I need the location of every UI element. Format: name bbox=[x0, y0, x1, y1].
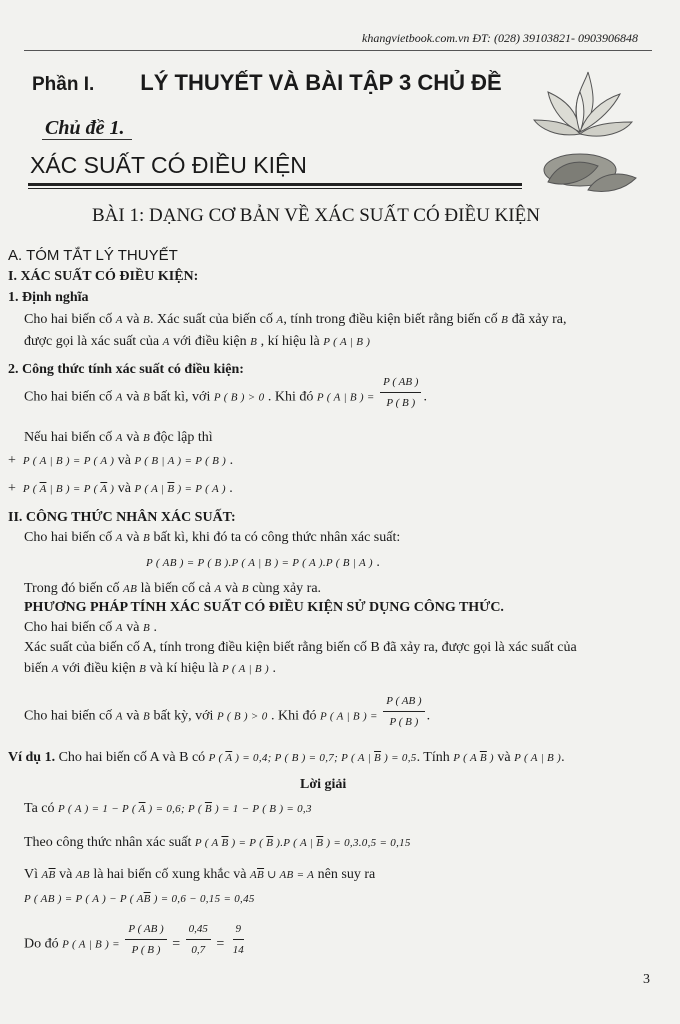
definition-heading: 1. Định nghĩa bbox=[8, 290, 89, 305]
lesson-title: BÀI 1: DẠNG CƠ BẢN VỀ XÁC SUẤT CÓ ĐIỀU KIỆN bbox=[92, 205, 540, 226]
topic-label: Chủ đề 1. bbox=[45, 117, 125, 139]
formula-heading: 2. Công thức tính xác suất có điều kiện: bbox=[8, 362, 244, 377]
independence-formula-1: + P ( A | B ) = P ( A ) và P ( B | A ) = P ( B ) . bbox=[8, 453, 234, 468]
part-title bbox=[32, 70, 502, 96]
topic-title-rule-thin bbox=[28, 188, 522, 189]
method-formula-line: Cho hai biến cố A và B bất kỳ, với P ( B ) > 0 . Khi đó P ( A | B ) = $\frac{P ( AB )}{P ( B )}$ . bbox=[24, 702, 430, 731]
header-rule bbox=[24, 50, 652, 51]
solution-step-2: Theo công thức nhân xác suất P ( A $\overline{B}$ ) = P ( $\overline{B}$ ).P ( A | $\overline{B}$ ) = 0,3.0,5 = 0,15 bbox=[24, 835, 411, 850]
part-label: Phần I. bbox=[32, 74, 95, 95]
lotus-flower-image bbox=[528, 62, 640, 194]
section-2-heading: II. CÔNG THỨC NHÂN XÁC SUẤT: bbox=[8, 510, 236, 525]
solution-step-3: Vì $A\overline{B}$ và AB là hai biến cố xung khắc và $A\overline{B}$ ∪ AB = A nên suy ra bbox=[24, 867, 376, 882]
solution-heading: Lời giải bbox=[300, 777, 347, 792]
solution-step-5: Do đó P ( A | B ) = $\frac{P ( AB )}{P ( B )}$ = $\frac{0,45}{0,7}$ = $\frac{9}{14}$ bbox=[24, 930, 249, 959]
part-heading: LÝ THUYẾT VÀ BÀI TẬP 3 CHỦ ĐỀ bbox=[140, 70, 502, 95]
page-number: 3 bbox=[643, 972, 650, 987]
section-1-heading: I. XÁC SUẤT CÓ ĐIỀU KIỆN: bbox=[8, 269, 199, 284]
definition-line-2: được gọi là xác suất của A với điều kiện B , kí hiệu là P ( A | B ) bbox=[24, 334, 371, 349]
solution-step-1: Ta có P ( A ) = 1 − P ( $\overline{A}$ ) = 0,6; P ( $\overline{B}$ ) = 1 − P ( B ) = 0,3 bbox=[24, 801, 312, 816]
multiplication-formula: P ( AB ) = P ( B ).P ( A | B ) = P ( A ).P ( B | A ) . bbox=[146, 555, 380, 570]
method-heading: PHƯƠNG PHÁP TÍNH XÁC SUẤT CÓ ĐIỀU KIỆN SỬ DỤNG CÔNG THỨC. bbox=[24, 600, 504, 615]
example-1: Ví dụ 1. Cho hai biến cố A và B có P ( $\overline{A}$ ) = 0,4; P ( B ) = 0,7; P ( A | $\overline{B}$ ) = 0,5. Tính P ( A $\overline{B}$ ) và P ( A | B ). bbox=[8, 750, 565, 765]
independence-line: Nếu hai biến cố A và B độc lập thì bbox=[24, 430, 213, 445]
definition-line-1: Cho hai biến cố A và B. Xác suất của biến cố A, tính trong điều kiện biết rằng biến cố B đã xảy ra, bbox=[24, 312, 567, 327]
topic-label-underline bbox=[42, 139, 132, 140]
conditional-formula-line: Cho hai biến cố A và B bất kì, với P ( B ) > 0 . Khi đó P ( A | B ) = $\frac{P ( AB )}{P ( B )}$ . bbox=[24, 383, 427, 412]
method-line-1: Cho hai biến cố A và B . bbox=[24, 620, 158, 635]
independence-formula-2: + P ( $\overline{A}$ | B ) = P ( $\overline{A}$ ) và P ( A | $\overline{B}$ ) = P ( A ) . bbox=[8, 481, 233, 496]
topic-title: XÁC SUẤT CÓ ĐIỀU KIỆN bbox=[30, 152, 307, 178]
multiplication-intro: Cho hai biến cố A và B bất kì, khi đó ta có công thức nhân xác suất: bbox=[24, 530, 401, 545]
topic-title-rule bbox=[28, 183, 522, 186]
solution-step-4: P ( AB ) = P ( A ) − P ( $A\overline{B}$ ) = 0,6 − 0,15 = 0,45 bbox=[24, 893, 255, 905]
page-header: khangvietbook.com.vn ĐT: (028) 39103821- 0903906848 bbox=[362, 31, 638, 45]
multiplication-note: Trong đó biến cố AB là biến cố cả A và B cùng xảy ra. bbox=[24, 581, 322, 596]
method-line-2: Xác suất của biến cố A, tính trong điều kiện biết rằng biến cố B đã xảy ra, được gọi là xác suất của bbox=[24, 640, 577, 655]
section-a-heading: A. TÓM TẮT LÝ THUYẾT bbox=[8, 247, 178, 264]
method-line-3: biến A với điều kiện B và kí hiệu là P ( A | B ) . bbox=[24, 661, 276, 676]
